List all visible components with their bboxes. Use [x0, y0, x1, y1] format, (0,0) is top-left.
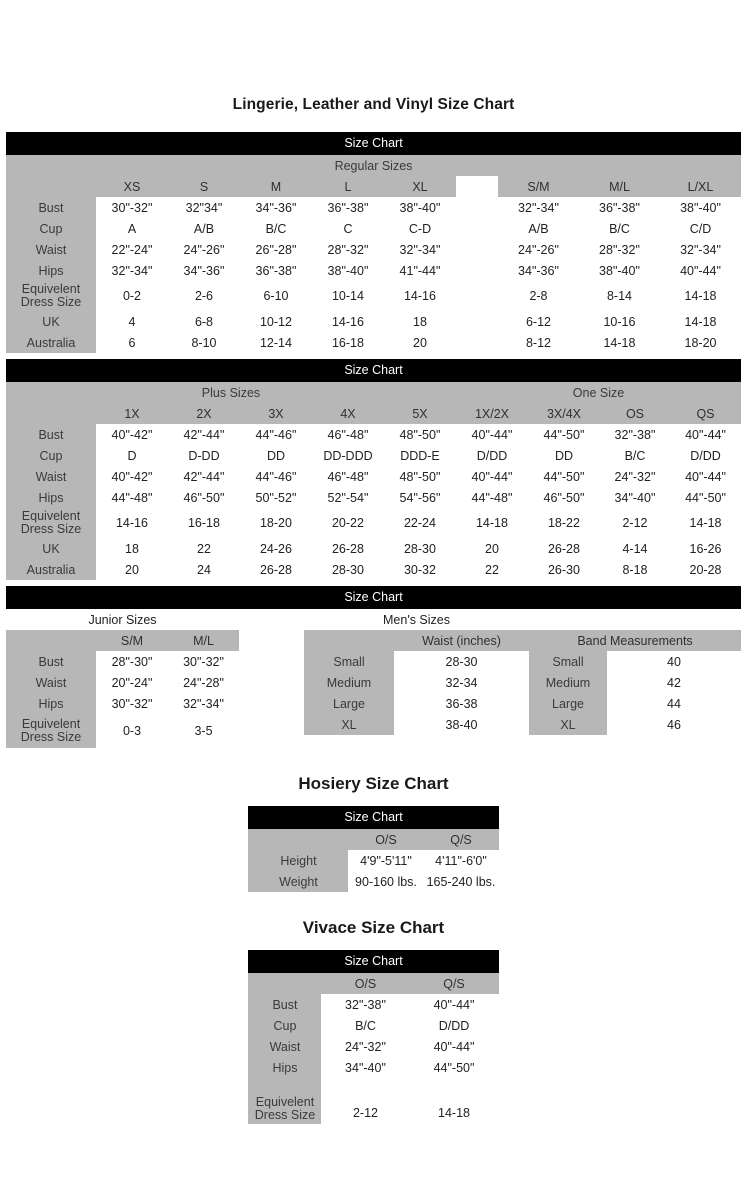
regular-sizes-table — [6, 132, 741, 353]
cell: 28"-30" — [111, 654, 153, 669]
table-row — [248, 850, 498, 871]
cell: 32"-34" — [111, 263, 153, 278]
cell: 38"-40" — [327, 263, 369, 278]
row-label-hips: Hips — [6, 260, 96, 281]
cell: 36"-38" — [327, 200, 369, 215]
cell: 24"-26" — [183, 242, 225, 257]
regular-header-m: M — [240, 176, 312, 197]
cell: C-D — [408, 221, 432, 236]
cell: 42"-44" — [183, 469, 225, 484]
cell: 40"-44" — [685, 469, 726, 484]
cell: B/C — [355, 1018, 376, 1033]
cell: 36"-38" — [599, 200, 640, 215]
cell: C — [343, 221, 353, 236]
cell: A/B — [528, 221, 549, 236]
size-chart-bar: Size Chart — [6, 586, 741, 609]
cell: 18 — [413, 314, 427, 329]
cell: 34"-40" — [614, 490, 656, 505]
cell: 46"-50" — [543, 490, 585, 505]
cell: D/DD — [438, 1018, 470, 1033]
cell-gap — [456, 332, 498, 353]
cell: 40"-44" — [680, 263, 721, 278]
cell: 32"-34" — [518, 200, 559, 215]
table-row — [6, 538, 741, 559]
cell: 42"-44" — [183, 427, 225, 442]
cell: 22 — [197, 541, 211, 556]
cell: 14-18 — [603, 335, 636, 350]
cell: 34"-40" — [345, 1060, 386, 1075]
junior-mens-bar-table — [6, 586, 741, 609]
cell: A/B — [193, 221, 215, 236]
band-label-xl: XL — [529, 714, 607, 735]
hosiery-title: Hosiery Size Chart — [298, 774, 449, 793]
cell: 14-16 — [403, 289, 436, 303]
vivace-header-blank — [248, 973, 321, 994]
cell: 4'11"-6'0" — [435, 853, 487, 868]
regular-header-sm: S/M — [498, 176, 579, 197]
cell: 28-30 — [403, 541, 436, 556]
row-label-cup: Cup — [6, 445, 96, 466]
row-label-bust: Bust — [248, 994, 321, 1015]
row-label-waist: Waist — [248, 1036, 321, 1057]
cell: 34"-36" — [183, 263, 225, 278]
cell: 26-28 — [331, 541, 364, 556]
cell-band: 42 — [667, 675, 681, 690]
cell: 8-12 — [525, 335, 551, 350]
junior-header-row — [6, 630, 239, 651]
cell: 36"-38" — [255, 263, 297, 278]
mens-header-band: Band Measurements — [529, 630, 741, 651]
row-label-australia: Australia — [6, 332, 96, 353]
cell: 32"34" — [185, 200, 223, 215]
cell: 46"-50" — [183, 490, 225, 505]
cell: 16-26 — [689, 541, 722, 556]
cell: 24"-28" — [183, 675, 224, 690]
junior-header-blank — [6, 630, 96, 651]
table-row — [6, 487, 741, 508]
row-label-equivalent-dress-size: Equivelent Dress Size — [6, 714, 96, 748]
cell: DD — [554, 448, 574, 463]
hosiery-table — [248, 806, 498, 892]
hosiery-header-os: O/S — [348, 829, 423, 850]
plus-sizes-label: Plus Sizes — [6, 382, 456, 403]
table-row — [6, 508, 741, 538]
regular-header-l: L — [312, 176, 384, 197]
junior-group-label-row — [6, 609, 239, 630]
table-row — [248, 1078, 498, 1124]
cell: 20"-24" — [111, 675, 153, 690]
mens-sizes-table — [304, 609, 741, 735]
junior-mens-section — [6, 609, 741, 748]
cell: 10-16 — [603, 314, 636, 329]
cell: 48"-50" — [399, 427, 441, 442]
cell: 8-10 — [191, 335, 217, 350]
cell: 24-26 — [259, 541, 292, 556]
table-row — [6, 651, 239, 672]
cell-waist: 28-30 — [445, 654, 478, 669]
cell: DD-DDD — [323, 448, 373, 463]
vivace-header-qs: Q/S — [409, 973, 498, 994]
regular-sizes-label: Regular Sizes — [6, 155, 741, 176]
plus-header-row — [6, 403, 741, 424]
cell: D-DD — [188, 448, 220, 463]
cell: D — [127, 448, 137, 463]
row-label-weight: Weight — [248, 871, 348, 892]
mens-header-waist: Waist (inches) — [394, 630, 529, 651]
one-size-label: One Size — [456, 382, 741, 403]
cell: 38"-40" — [399, 200, 441, 215]
regular-size-chart-bar-row — [6, 132, 741, 155]
row-label-bust: Bust — [6, 424, 96, 445]
cell: 0-3 — [122, 724, 142, 738]
cell: 54"-56" — [399, 490, 441, 505]
cell: 8-14 — [606, 289, 632, 303]
cell: 20 — [413, 335, 427, 350]
cell: 28-30 — [331, 562, 364, 577]
cell: 38"-40" — [680, 200, 721, 215]
cell: 165-240 lbs. — [426, 874, 496, 889]
cell: 26"-28" — [255, 242, 297, 257]
cell: 22-24 — [403, 516, 436, 530]
cell: B/C — [265, 221, 287, 236]
cell: 2-6 — [194, 289, 214, 303]
cell-gap — [456, 218, 498, 239]
cell: 6-8 — [194, 314, 214, 329]
cell: 20 — [485, 541, 499, 556]
row-label-uk: UK — [6, 538, 96, 559]
regular-header-s: S — [168, 176, 240, 197]
cell: 44"-50" — [543, 427, 585, 442]
row-label-waist: Waist — [6, 672, 96, 693]
plus-header-os: OS — [600, 403, 670, 424]
regular-group-label-row — [6, 155, 741, 176]
vivace-header-row — [248, 973, 498, 994]
cell: 24 — [197, 562, 211, 577]
cell: 18-20 — [684, 335, 717, 350]
table-row — [6, 281, 741, 311]
hosiery-header-row — [248, 829, 498, 850]
cell: 40"-42" — [111, 469, 153, 484]
cell: 44"-46" — [255, 469, 297, 484]
cell: 40"-44" — [433, 1039, 475, 1054]
size-chart-bar: Size Chart — [6, 359, 741, 382]
table-row — [6, 559, 741, 580]
cell: 90-160 lbs. — [355, 874, 417, 889]
row-label-waist: Waist — [6, 466, 96, 487]
cell: 16-18 — [331, 335, 364, 350]
table-row — [6, 672, 239, 693]
cell: 44"-50" — [433, 1060, 475, 1075]
hosiery-header-blank — [248, 829, 348, 850]
cell: 16-18 — [187, 516, 220, 530]
cell: 2-8 — [529, 289, 548, 303]
cell: 20 — [125, 562, 139, 577]
cell: 2-12 — [622, 516, 648, 530]
cell: 30"-32" — [111, 696, 153, 711]
cell: 20-22 — [331, 516, 364, 530]
row-label-xl: XL — [304, 714, 394, 735]
cell: 40"-44" — [685, 427, 726, 442]
row-label-uk: UK — [6, 311, 96, 332]
cell: A — [127, 221, 137, 236]
cell-waist: 32-34 — [445, 675, 478, 690]
regular-header-xl: XL — [384, 176, 456, 197]
cell: 28"-32" — [327, 242, 369, 257]
cell: 10-14 — [331, 289, 364, 303]
size-chart-bar: Size Chart — [248, 806, 498, 829]
cell: 30"-32" — [183, 654, 224, 669]
table-row — [248, 994, 498, 1015]
cell-waist: 36-38 — [445, 696, 478, 711]
cell: 12-14 — [259, 335, 292, 350]
cell: 44"-50" — [685, 490, 726, 505]
cell: 46"-48" — [327, 427, 369, 442]
cell: 38"-40" — [599, 263, 640, 278]
cell: 18 — [125, 541, 139, 556]
cell: 4-14 — [622, 541, 648, 556]
cell: 32"-34" — [399, 242, 441, 257]
cell: D/DD — [690, 448, 721, 463]
mens-group-label-row — [304, 609, 741, 630]
cell: 48"-50" — [399, 469, 441, 484]
junior-header-ml: M/L — [168, 630, 239, 651]
plus-group-label-row — [6, 382, 741, 403]
table-row — [6, 197, 741, 218]
row-label-australia: Australia — [6, 559, 96, 580]
junior-sizes-table — [6, 609, 239, 748]
table-row — [304, 714, 741, 735]
mens-header-row — [304, 630, 741, 651]
cell: 0-2 — [122, 289, 142, 303]
cell: B/C — [609, 221, 630, 236]
junior-sizes-block — [6, 609, 239, 748]
plus-size-chart-bar-row — [6, 359, 741, 382]
mens-header-blank — [304, 630, 394, 651]
cell: 20-28 — [689, 562, 722, 577]
cell: DD — [266, 448, 286, 463]
cell: 14-18 — [438, 1106, 470, 1120]
plus-header-3x4x: 3X/4X — [528, 403, 600, 424]
cell: 6 — [128, 335, 136, 350]
row-label-hips: Hips — [6, 693, 96, 714]
size-chart-bar: Size Chart — [6, 132, 741, 155]
mens-sizes-label: Men's Sizes — [304, 609, 529, 630]
cell: 8-18 — [622, 562, 648, 577]
row-label-bust: Bust — [6, 197, 96, 218]
table-row — [248, 1057, 498, 1078]
vivace-header-os: O/S — [321, 973, 409, 994]
cell-waist: 38-40 — [445, 717, 478, 732]
band-label-large: Large — [529, 693, 607, 714]
vivace-title: Vivace Size Chart — [302, 918, 445, 937]
cell: 30"-32" — [111, 200, 153, 215]
cell: B/C — [624, 448, 646, 463]
table-row — [6, 424, 741, 445]
cell: 30-32 — [403, 562, 436, 577]
cell: 34"-36" — [518, 263, 559, 278]
cell: 18-20 — [259, 516, 292, 530]
table-row — [6, 445, 741, 466]
cell: 24"-26" — [518, 242, 559, 257]
cell-band: 44 — [667, 696, 681, 711]
cell: 4 — [128, 314, 136, 329]
cell: 22 — [485, 562, 499, 577]
row-label-hips: Hips — [6, 487, 96, 508]
regular-header-row — [6, 176, 741, 197]
band-label-small: Small — [529, 651, 607, 672]
cell: 32"-38" — [614, 427, 656, 442]
cell: 18-22 — [547, 516, 580, 530]
table-row — [304, 693, 741, 714]
row-label-waist: Waist — [6, 239, 96, 260]
cell: 10-12 — [259, 314, 292, 329]
page-title: Lingerie, Leather and Vinyl Size Chart — [232, 96, 515, 113]
cell: 40"-42" — [111, 427, 153, 442]
plus-header-qs: QS — [670, 403, 741, 424]
cell: 40"-44" — [471, 427, 513, 442]
table-row — [6, 466, 741, 487]
regular-header-lxl: L/XL — [660, 176, 741, 197]
hosiery-header-qs: Q/S — [423, 829, 498, 850]
row-label-cup: Cup — [6, 218, 96, 239]
cell: D/DD — [476, 448, 508, 463]
table-row — [248, 871, 498, 892]
table-row — [304, 672, 741, 693]
cell: 22"-24" — [111, 242, 153, 257]
regular-header-gap — [456, 176, 498, 197]
cell: 32"-34" — [183, 696, 224, 711]
row-label-hips: Hips — [248, 1057, 321, 1078]
cell: 52"-54" — [327, 490, 369, 505]
row-label-equivalent-dress-size: Equivelent Dress Size — [6, 281, 96, 311]
table-row — [6, 218, 741, 239]
plus-header-2x: 2X — [168, 403, 240, 424]
cell: C/D — [689, 221, 712, 236]
cell-gap — [456, 281, 498, 311]
cell: 14-18 — [684, 289, 717, 303]
cell-gap — [456, 311, 498, 332]
mens-sizes-block — [304, 609, 741, 735]
plus-header-3x: 3X — [240, 403, 312, 424]
cell-gap — [456, 197, 498, 218]
cell: 40"-44" — [471, 469, 513, 484]
cell: 50"-52" — [255, 490, 297, 505]
cell: 26-28 — [547, 541, 580, 556]
plus-header-4x: 4X — [312, 403, 384, 424]
cell: 26-30 — [547, 562, 580, 577]
junior-header-sm: S/M — [96, 630, 168, 651]
row-label-equivalent-dress-size: Equivelent Dress Size — [6, 508, 96, 538]
cell-gap — [456, 239, 498, 260]
cell: 44"-48" — [471, 490, 513, 505]
cell-gap — [456, 260, 498, 281]
cell: 40"-44" — [433, 997, 475, 1012]
row-label-medium: Medium — [304, 672, 394, 693]
cell: 24"-32" — [345, 1039, 386, 1054]
row-label-height: Height — [248, 850, 348, 871]
table-row — [6, 260, 741, 281]
cell: 14-16 — [331, 314, 364, 329]
row-label-small: Small — [304, 651, 394, 672]
cell: 3-5 — [194, 724, 213, 738]
cell: 4'9"-5'11" — [360, 853, 412, 868]
plus-header-1x2x: 1X/2X — [456, 403, 528, 424]
size-chart-bar: Size Chart — [248, 950, 498, 973]
plus-header-blank — [6, 403, 96, 424]
table-row — [6, 714, 239, 748]
table-row — [6, 311, 741, 332]
cell: 14-18 — [689, 516, 722, 530]
cell: 44"-50" — [543, 469, 585, 484]
hosiery-bar-row — [248, 806, 498, 829]
cell-band: 40 — [667, 654, 681, 669]
regular-header-xs: XS — [96, 176, 168, 197]
cell: 2-12 — [352, 1106, 378, 1120]
cell: DDD-E — [400, 448, 440, 463]
vivace-bar-row — [248, 950, 498, 973]
regular-header-blank — [6, 176, 96, 197]
cell: 26-28 — [259, 562, 292, 577]
cell: 6-12 — [525, 314, 551, 329]
cell: 32"-38" — [345, 997, 386, 1012]
row-label-equivalent-dress-size: Equivelent Dress Size — [248, 1078, 321, 1124]
table-row — [304, 651, 741, 672]
plus-sizes-table — [6, 359, 741, 580]
cell-band: 46 — [667, 717, 681, 732]
regular-header-ml: M/L — [579, 176, 660, 197]
cell: 46"-48" — [327, 469, 369, 484]
row-label-bust: Bust — [6, 651, 96, 672]
cell: 14-18 — [475, 516, 508, 530]
band-label-medium: Medium — [529, 672, 607, 693]
cell: 34"-36" — [255, 200, 297, 215]
cell: 32"-34" — [680, 242, 721, 257]
cell: 44"-48" — [111, 490, 153, 505]
cell: 28"-32" — [599, 242, 640, 257]
row-label-large: Large — [304, 693, 394, 714]
table-row — [6, 239, 741, 260]
cell: 41"-44" — [399, 263, 441, 278]
row-label-cup: Cup — [248, 1015, 321, 1036]
table-row — [248, 1036, 498, 1057]
mens-label-spacer — [529, 609, 741, 630]
cell: 14-18 — [684, 314, 717, 329]
plus-header-1x: 1X — [96, 403, 168, 424]
table-row — [6, 693, 239, 714]
cell: 6-10 — [263, 289, 289, 303]
junior-sizes-label: Junior Sizes — [6, 609, 239, 630]
cell: 14-16 — [115, 516, 148, 530]
plus-header-5x: 5X — [384, 403, 456, 424]
table-row — [6, 332, 741, 353]
vivace-table — [248, 950, 498, 1124]
cell: 24"-32" — [614, 469, 656, 484]
cell: 44"-46" — [255, 427, 297, 442]
table-row — [248, 1015, 498, 1036]
